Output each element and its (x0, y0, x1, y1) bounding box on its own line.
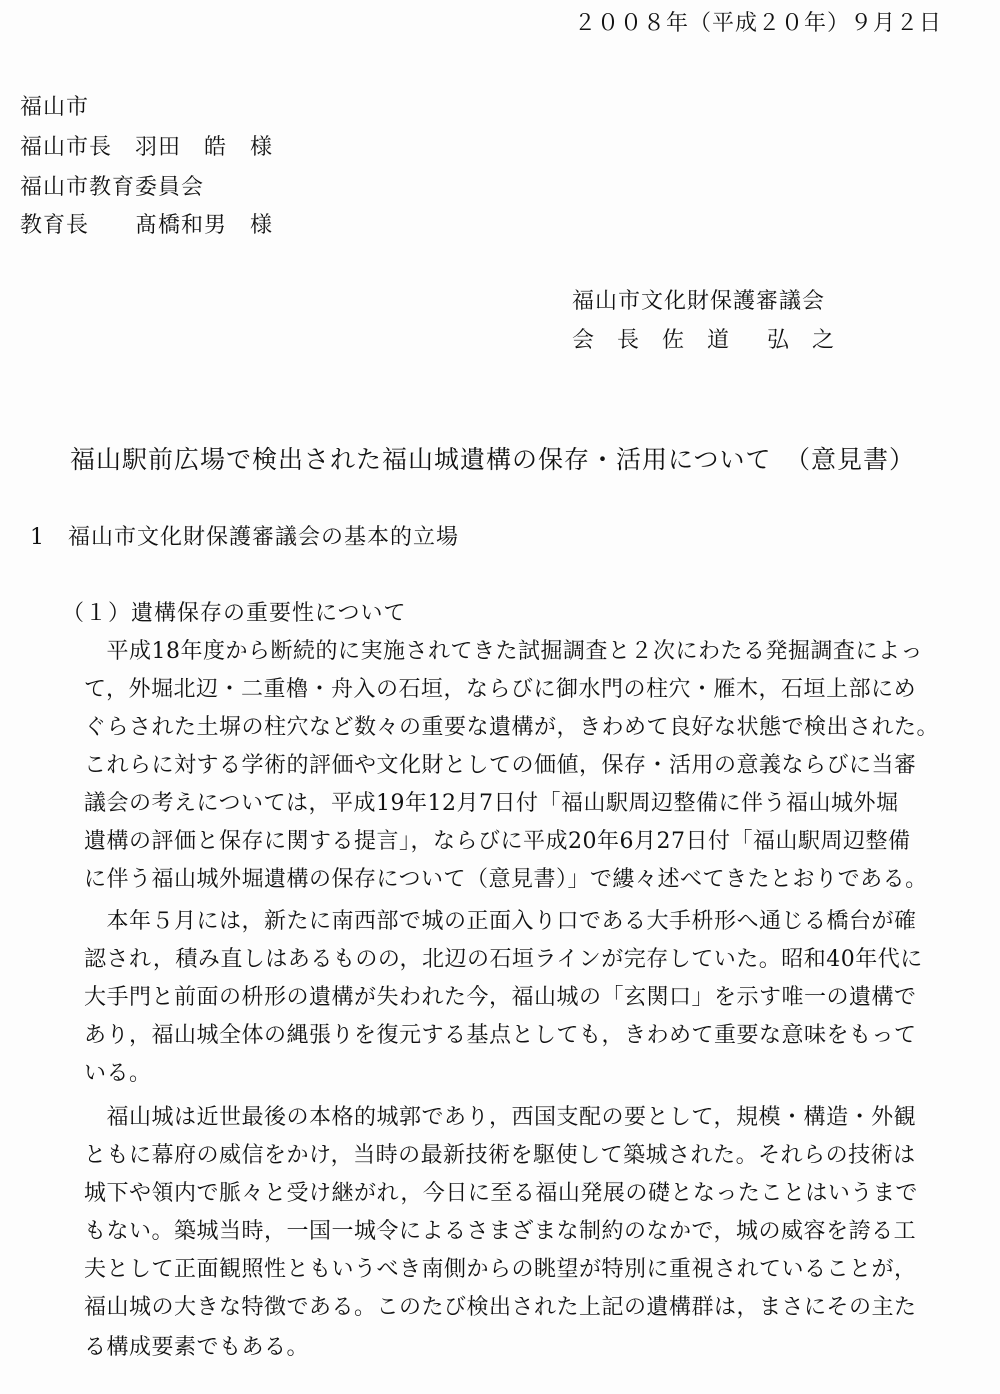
body-line: いる。 (84, 1061, 152, 1086)
body-line: ぐらされた土塀の柱穴など数々の重要な遺構が，きわめて良好な状態で検出された。 (84, 715, 940, 740)
addressee-line: 福山市 (20, 95, 90, 120)
body-line: ともに幕府の威信をかけ，当時の最新技術を駆使して築城された。それらの技術は (84, 1143, 916, 1168)
body-line: 福山城は近世最後の本格的城郭であり，西国支配の要として，規模・構造・外観 (84, 1105, 917, 1130)
body-line: て，外堀北辺・二重櫓・舟入の石垣，ならびに御水門の柱穴・雁木，石垣上部にめ (84, 677, 917, 702)
body-line: 遺構の評価と保存に関する提言」，ならびに平成20年6月27日付「福山駅周辺整備 (84, 829, 911, 854)
body-line: 本年５月には，新たに南西部で城の正面入り口である大手枡形へ通じる橋台が確 (84, 909, 917, 934)
sender-chair: 会 長 佐 道 弘 之 (572, 328, 842, 353)
body-line: 平成18年度から断続的に実施されてきた試掘調査と２次にわたる発掘調査によっ (84, 639, 923, 664)
body-line: 城下や領内で脈々と受け継がれ，今日に至る福山発展の礎となったことはいうまで (84, 1181, 918, 1206)
body-line: 夫として正面観照性ともいうべき南側からの眺望が特別に重視されていることが， (84, 1257, 917, 1282)
document-title: 福山駅前広場で検出された福山城遺構の保存・活用について （意見書） (70, 445, 916, 474)
addressee-line: 教育長 髙橋和男 様 (20, 213, 274, 238)
body-line: あり，福山城全体の縄張りを復元する基点としても，きわめて重要な意味をもって (84, 1023, 917, 1048)
document-date: ２００８年（平成２０年）９月２日 (573, 11, 942, 36)
body-line: 福山城の大きな特徴である。このたび検出された上記の遺構群は，まさにその主た (84, 1295, 917, 1320)
addressee-line: 福山市長 羽田 皓 様 (20, 135, 274, 160)
body-line: 認され，積み直しはあるものの，北辺の石垣ラインが完存していた。昭和40年代に (84, 947, 923, 972)
body-line: これらに対する学術的評価や文化財としての価値，保存・活用の意義ならびに当審 (84, 753, 917, 778)
subsection-heading: （１）遺構保存の重要性について (62, 601, 407, 626)
body-line: 議会の考えについては，平成19年12月7日付「福山駅周辺整備に伴う福山城外堀 (84, 791, 899, 816)
body-line: に伴う福山城外堀遺構の保存について（意見書）」で縷々述べてきたとおりである。 (84, 867, 928, 892)
section-heading: 1 福山市文化財保護審議会の基本的立場 (30, 525, 459, 550)
body-line: る構成要素でもある。 (84, 1335, 310, 1360)
body-line: もない。築城当時，一国一城令によるさまざまな制約のなかで，城の威容を誇る工 (84, 1219, 917, 1244)
addressee-line: 福山市教育委員会 (20, 175, 205, 200)
sender-organization: 福山市文化財保護審議会 (572, 289, 826, 314)
body-line: 大手門と前面の枡形の遺構が失われた今，福山城の「玄関口」を示す唯一の遺構で (84, 985, 917, 1010)
